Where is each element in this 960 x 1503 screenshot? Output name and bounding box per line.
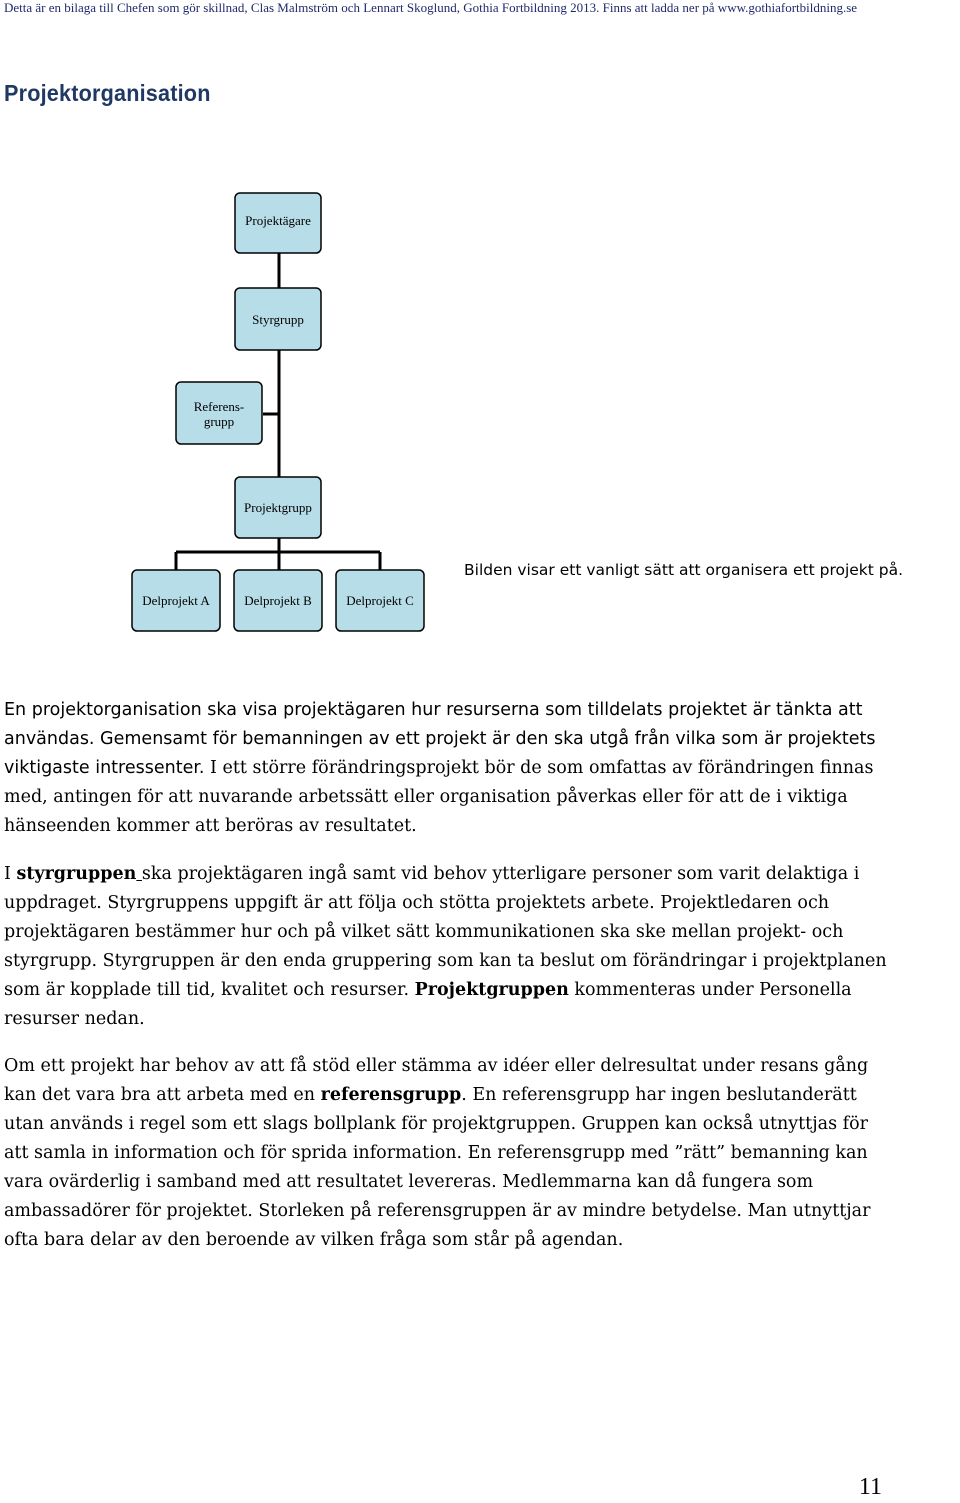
node-project-group-label: Projektgrupp — [244, 499, 312, 515]
term-projektgruppen: Projektgruppen — [414, 980, 569, 1000]
node-sub-a-label: Delprojekt A — [142, 592, 210, 608]
figure-caption: Bilden visar ett vanligt sätt att organisera ett projekt på. — [464, 561, 904, 579]
node-reference-label-2: grupp — [203, 413, 235, 429]
org-chart — [0, 0, 960, 650]
node-sub-b-label: Delprojekt B — [244, 592, 312, 608]
text-i: I — [4, 864, 17, 884]
paragraph-intro-part-2: I ett större förändringsprojekt bör de som omfattas av förändringen finnas med, antingen för att nuvarande arbetssätt eller organisation påverkas eller för att de i viktiga hänseenden kommer att beröras av resultatet. — [4, 758, 874, 836]
paragraph-steering-group — [4, 860, 894, 1034]
paragraph-steering-text-end: kommenteras under Personella resurser nedan. — [4, 980, 852, 1029]
node-sub-c — [336, 570, 424, 631]
node-reference — [176, 382, 262, 444]
header-note: Detta är en bilaga till Chefen som gör skillnad, Clas Malmström och Lennart Skoglund, Gothia Fortbildning 2013. Finns att ladda ner på www.gothiafortbildning.se — [4, 0, 858, 15]
node-sub-a — [132, 570, 220, 631]
paragraph-reference-text-2: . En referensgrupp har ingen beslutanderätt utan används i regel som ett slags bollplank för projektgruppen. Gruppen kan också utnyttjas för att samla in information och för sprida information. En referensgrupp med ”rätt” bemanning kan vara ovärderlig i samband med att resultatet levereras. Medlemmarna kan då fungera som ambassadörer för projektet. Storleken på referensgruppen är av mindre betydelse. Man utnyttjar ofta bara delar av den beroende av vilken fråga som står på agendan. — [4, 1085, 871, 1250]
paragraph-reference-text-1: Om ett projekt har behov av att få stöd eller stämma av idéer eller delresultat under resans gång kan det vara bra att arbeta med en — [4, 1056, 869, 1105]
node-sub-b — [234, 570, 322, 631]
page-title: Projektorganisation — [4, 80, 211, 106]
term-styrgruppen: styrgruppen — [16, 864, 137, 884]
paragraph-intro-part-1: En projektorganisation ska visa projektägaren hur resurserna som tilldelats projektet är tänkta att användas. Gemensamt för bemanningen av ett projekt är den ska utgå från vilka som är projektets viktigaste intressenter. — [4, 700, 876, 778]
node-steering-label: Styrgrupp — [252, 311, 304, 327]
node-sub-c-label: Delprojekt C — [346, 592, 414, 608]
node-project-group — [235, 477, 321, 538]
paragraph-reference-group — [4, 1052, 894, 1255]
node-owner — [235, 193, 321, 253]
node-steering — [235, 288, 321, 350]
paragraph-steering-text: ska projektägaren ingå samt vid behov ytterligare personer som varit delaktiga i uppdraget. Styrgruppens uppgift är att följa och stötta projektets arbete. Projektledaren och projektägaren bestämmer hur och på vilket sätt kommunikationen ska ske mellan projekt- och styrgrupp. Styrgruppen är den enda gruppering som kan ta beslut om förändringar i projektplanen som är kopplade till tid, kvalitet och resurser. — [4, 864, 887, 1000]
node-owner-label: Projektägare — [245, 212, 311, 228]
paragraph-intro — [4, 696, 894, 841]
page-number: 11 — [858, 1474, 882, 1500]
node-reference-label-1: Referens- — [193, 398, 245, 414]
term-referensgrupp: referensgrupp — [320, 1085, 462, 1105]
